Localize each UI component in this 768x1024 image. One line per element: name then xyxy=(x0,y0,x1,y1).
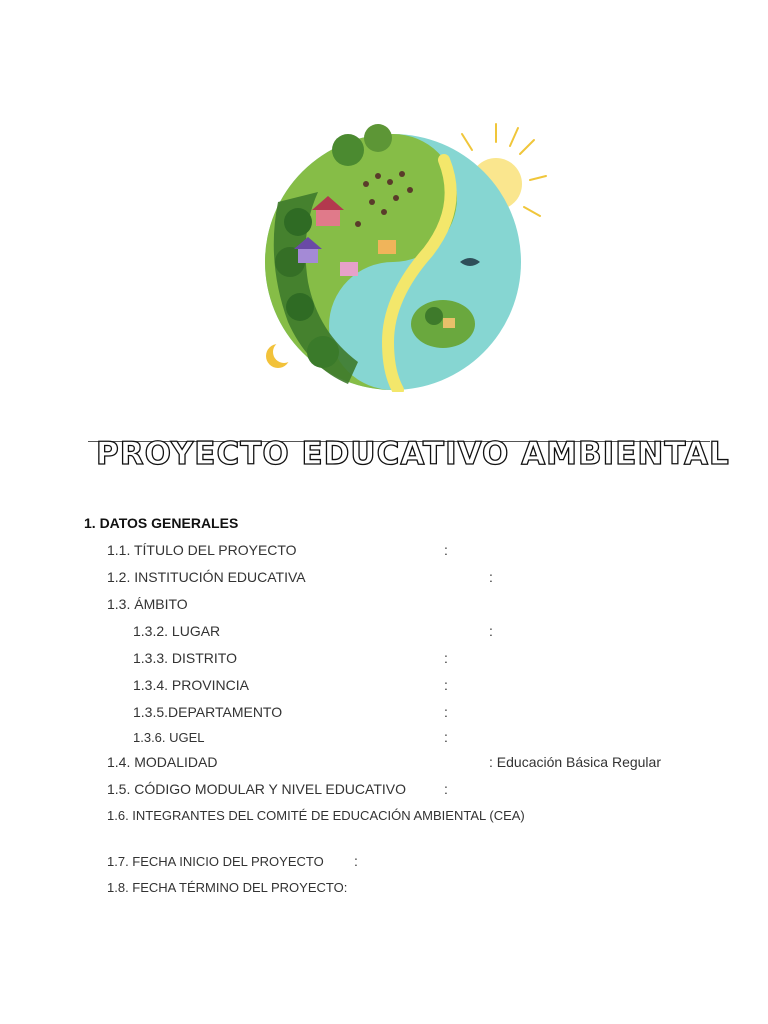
field-codigo-modular-separator: : xyxy=(444,781,448,797)
field-modalidad-value: : Educación Básica Regular xyxy=(489,754,661,770)
field-institucion-label: 1.2. INSTITUCIÓN EDUCATIVA xyxy=(107,569,306,585)
field-institucion-separator: : xyxy=(489,569,493,585)
field-distrito-label: 1.3.3. DISTRITO xyxy=(133,650,237,666)
field-provincia-separator: : xyxy=(444,677,448,693)
section-heading: 1. DATOS GENERALES xyxy=(84,515,239,531)
field-fecha-inicio-label: 1.7. FECHA INICIO DEL PROYECTO xyxy=(107,854,324,869)
field-distrito-separator: : xyxy=(444,650,448,666)
field-fecha-termino-label: 1.8. FECHA TÉRMINO DEL PROYECTO: xyxy=(107,880,348,895)
field-titulo-separator: : xyxy=(444,542,448,558)
moon-icon xyxy=(266,341,295,368)
field-departamento-separator: : xyxy=(444,704,448,720)
earth-yin-yang-illustration xyxy=(238,112,548,392)
field-ugel-label: 1.3.6. UGEL xyxy=(133,730,205,745)
field-integrantes-label: 1.6. INTEGRANTES DEL COMITÉ DE EDUCACIÓN AMBIENTAL (CEA) xyxy=(107,808,525,823)
field-ugel-separator: : xyxy=(444,729,448,745)
field-departamento-label: 1.3.5.DEPARTAMENTO xyxy=(133,704,283,720)
field-lugar-label: 1.3.2. LUGAR xyxy=(133,623,221,639)
field-ambito-label: 1.3. ÁMBITO xyxy=(107,596,188,612)
field-codigo-modular-label: 1.5. CÓDIGO MODULAR Y NIVEL EDUCATIVO xyxy=(107,781,406,797)
field-modalidad-label: 1.4. MODALIDAD xyxy=(107,754,218,770)
field-fecha-inicio-separator: : xyxy=(354,853,358,869)
field-lugar-separator: : xyxy=(489,623,493,639)
field-titulo-label: 1.1. TÍTULO DEL PROYECTO xyxy=(107,542,297,558)
field-provincia-label: 1.3.4. PROVINCIA xyxy=(133,677,249,693)
document-title: PROYECTO EDUCATIVO AMBIENTAL xyxy=(96,436,730,472)
